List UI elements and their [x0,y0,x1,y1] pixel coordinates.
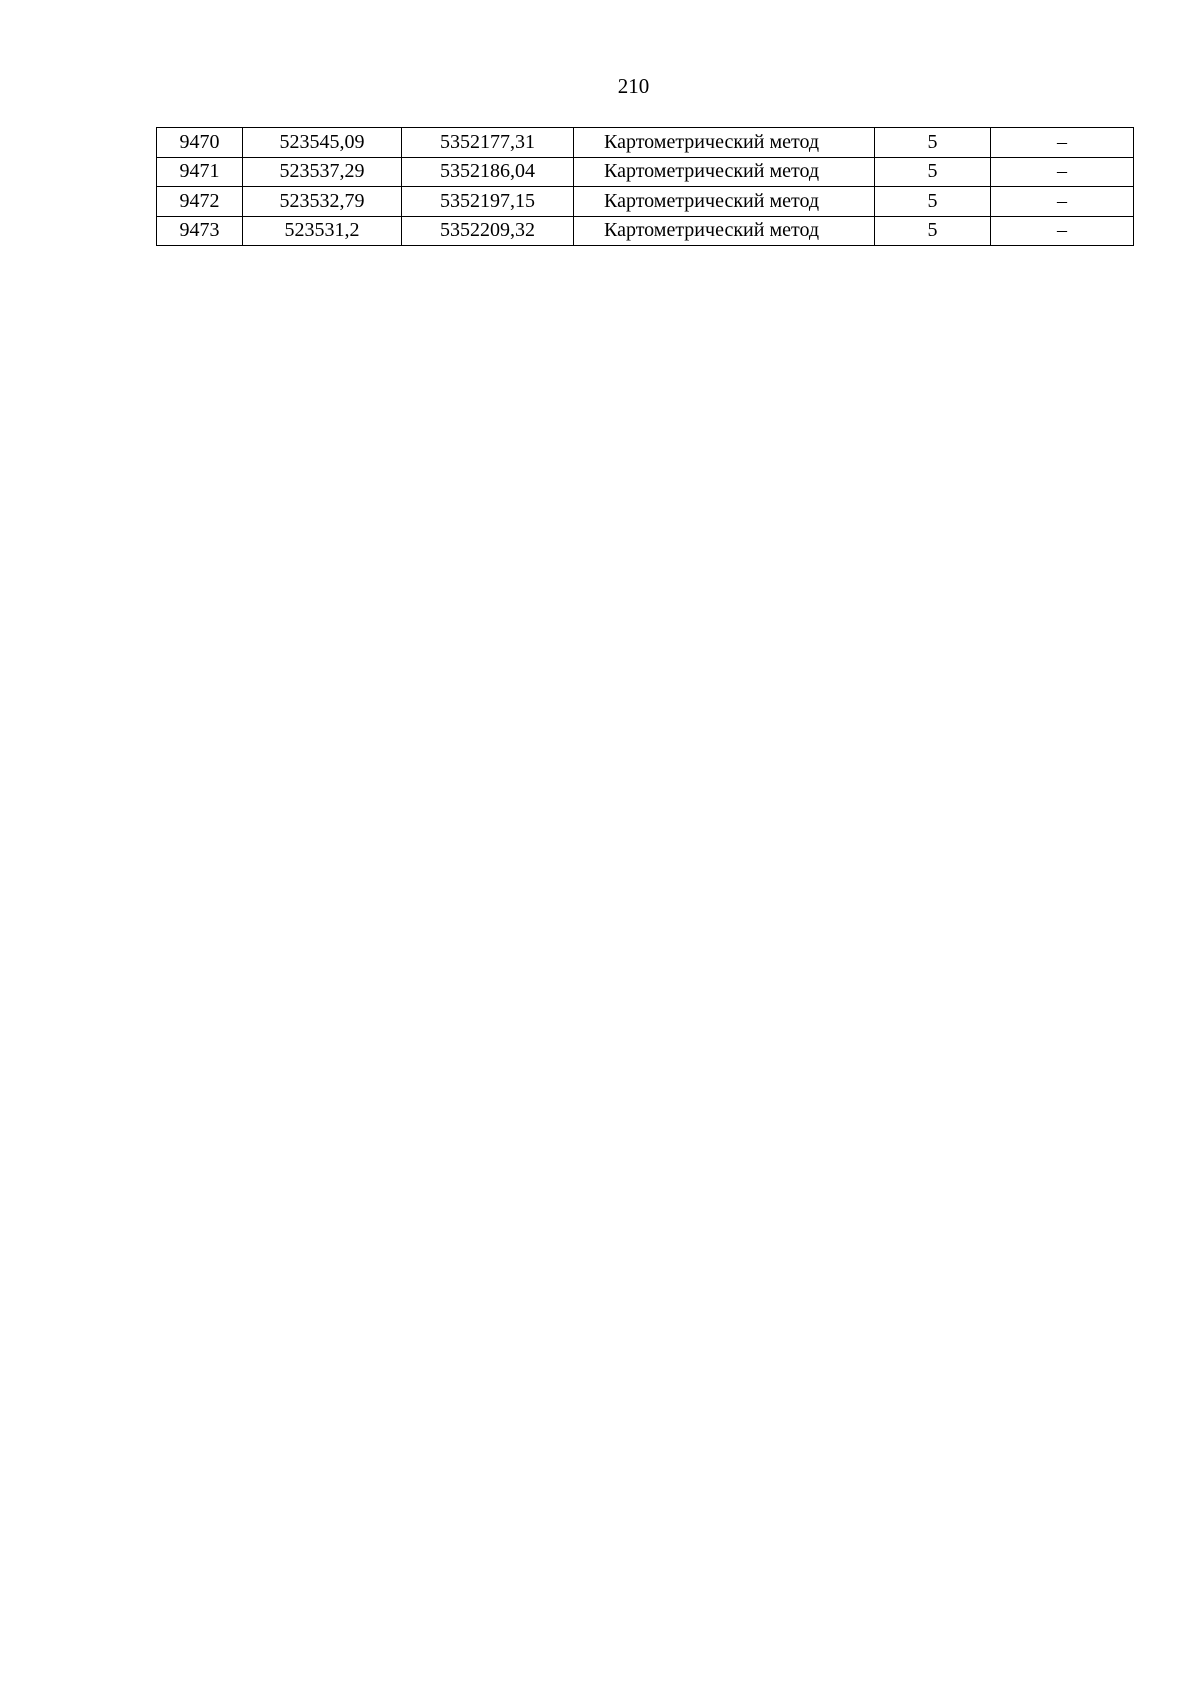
point-number-cell: 9471 [157,157,243,187]
point-number-cell: 9472 [157,187,243,217]
note-cell: – [991,128,1134,158]
method-cell: Картометрический метод [574,157,875,187]
x-coordinate-cell: 523531,2 [243,216,402,246]
x-coordinate-cell: 523532,79 [243,187,402,217]
coordinates-table-body [157,128,1134,246]
table-row [157,216,1134,246]
y-coordinate-cell: 5352186,04 [402,157,574,187]
method-cell: Картометрический метод [574,216,875,246]
accuracy-cell: 5 [875,128,991,158]
accuracy-cell: 5 [875,157,991,187]
y-coordinate-cell: 5352209,32 [402,216,574,246]
x-coordinate-cell: 523545,09 [243,128,402,158]
note-cell: – [991,187,1134,217]
x-coordinate-cell: 523537,29 [243,157,402,187]
table-row [157,128,1134,158]
table-row [157,157,1134,187]
point-number-cell: 9473 [157,216,243,246]
y-coordinate-cell: 5352177,31 [402,128,574,158]
y-coordinate-cell: 5352197,15 [402,187,574,217]
note-cell: – [991,216,1134,246]
accuracy-cell: 5 [875,216,991,246]
accuracy-cell: 5 [875,187,991,217]
method-cell: Картометрический метод [574,128,875,158]
method-cell: Картометрический метод [574,187,875,217]
table-row [157,187,1134,217]
page-number: 210 [617,74,650,98]
coordinates-table [156,127,1134,246]
note-cell: – [991,157,1134,187]
point-number-cell: 9470 [157,128,243,158]
